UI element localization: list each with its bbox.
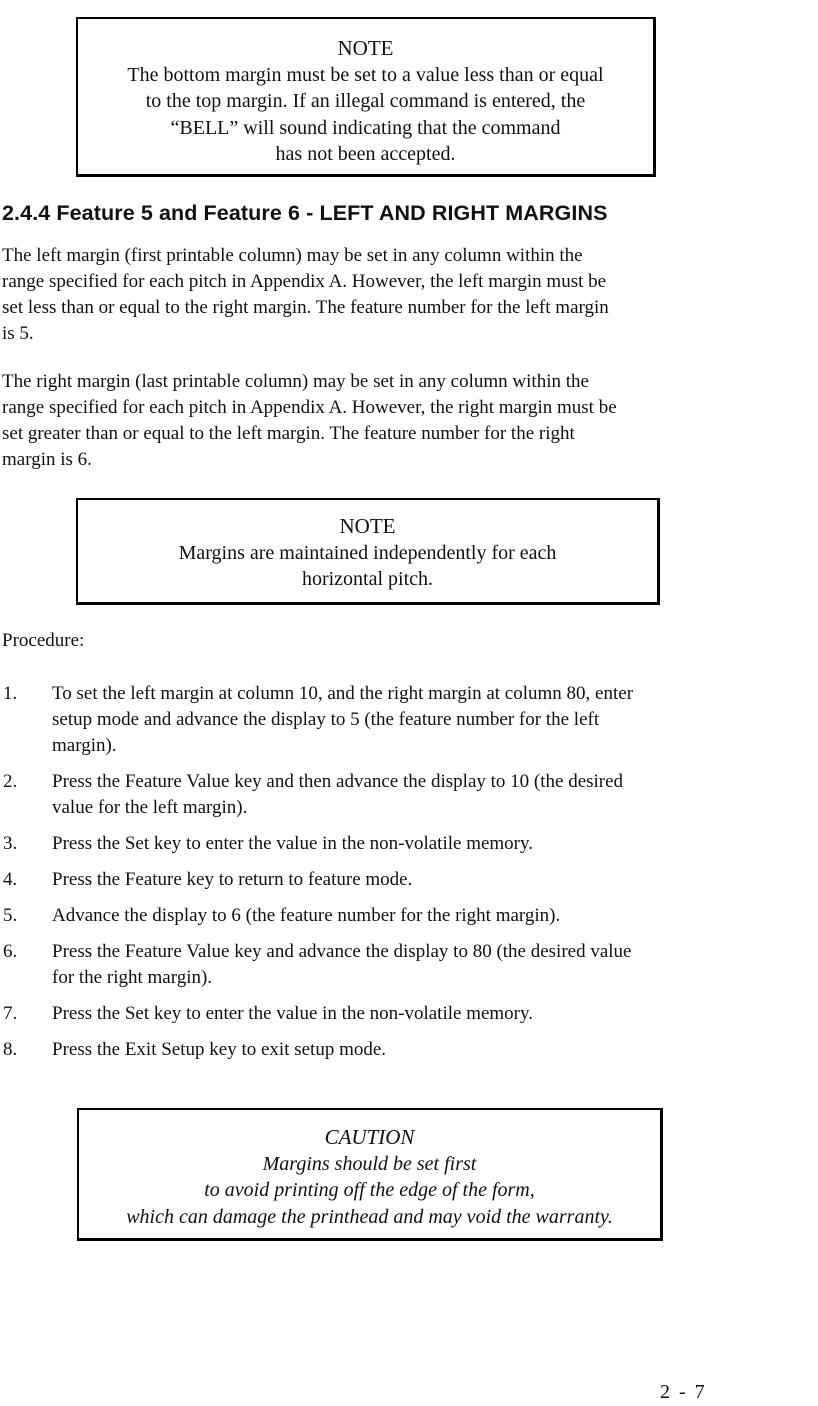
paragraph-line: range specified for each pitch in Appendix A. However, the left margin must be bbox=[2, 271, 607, 292]
step-number: 5. bbox=[3, 905, 18, 926]
step-line: value for the left margin). bbox=[52, 797, 248, 818]
note-line: to the top margin. If an illegal command is entered, the bbox=[145, 90, 586, 112]
step-line: Press the Feature Value key and advance the display to 80 (the desired value bbox=[52, 941, 632, 962]
caution-title: CAUTION bbox=[324, 1125, 415, 1149]
step-number: 2. bbox=[3, 771, 18, 792]
note-box-margins-pitch bbox=[76, 498, 660, 605]
note-title: NOTE bbox=[337, 36, 394, 60]
step-line: Press the Set key to enter the value in the non-volatile memory. bbox=[52, 1003, 534, 1024]
section-heading: 2.4.4 Feature 5 and Feature 6 - LEFT AND RIGHT MARGINS bbox=[2, 201, 608, 225]
caution-line: to avoid printing off the edge of the form, bbox=[204, 1179, 535, 1201]
step-line: setup mode and advance the display to 5 (the feature number for the left bbox=[52, 709, 600, 730]
step-line: Press the Exit Setup key to exit setup mode. bbox=[52, 1039, 387, 1060]
step-line: To set the left margin at column 10, and the right margin at column 80, enter bbox=[52, 683, 634, 704]
paragraph-line: is 5. bbox=[2, 323, 34, 344]
caution-box bbox=[77, 1108, 663, 1241]
step-number: 3. bbox=[3, 833, 18, 854]
paragraph-line: The right margin (last printable column) may be set in any column within the bbox=[2, 371, 589, 392]
note-box-bottom-margin bbox=[76, 17, 656, 177]
procedure-step-2 bbox=[0, 769, 760, 821]
paragraph-line: The left margin (first printable column) may be set in any column within the bbox=[2, 245, 583, 266]
paragraph-line: range specified for each pitch in Appendix A. However, the right margin must be bbox=[2, 397, 617, 418]
step-line: Press the Feature Value key and then advance the display to 10 (the desired bbox=[52, 771, 624, 792]
step-line: Press the Set key to enter the value in the non-volatile memory. bbox=[52, 833, 534, 854]
procedure-step-5 bbox=[0, 903, 760, 929]
note-title: NOTE bbox=[339, 514, 396, 538]
procedure-step-8 bbox=[0, 1037, 760, 1063]
step-line: Press the Feature key to return to feature mode. bbox=[52, 869, 413, 890]
procedure-label: Procedure: bbox=[2, 630, 85, 651]
procedure-steps bbox=[0, 681, 760, 1063]
procedure-step-3 bbox=[0, 831, 760, 857]
procedure-step-4 bbox=[0, 867, 760, 893]
page-number: 2 - 7 bbox=[660, 1381, 707, 1403]
note-line: horizontal pitch. bbox=[301, 568, 434, 590]
note-line: Margins are maintained independently for each bbox=[178, 541, 557, 564]
step-line: margin). bbox=[52, 735, 117, 756]
step-line: for the right margin). bbox=[52, 967, 213, 988]
note-line: “BELL” will sound indicating that the command bbox=[170, 116, 561, 139]
procedure-step-7 bbox=[0, 1001, 760, 1027]
step-line: Advance the display to 6 (the feature number for the right margin). bbox=[52, 905, 561, 926]
caution-line: Margins should be set first bbox=[262, 1152, 477, 1175]
procedure-step-1 bbox=[0, 681, 760, 759]
note-line: has not been accepted. bbox=[275, 143, 456, 165]
paragraph-left-margin bbox=[2, 243, 742, 347]
procedure-step-6 bbox=[0, 939, 760, 991]
step-number: 1. bbox=[3, 683, 18, 704]
caution-line: which can damage the printhead and may void the warranty. bbox=[126, 1205, 613, 1228]
step-number: 7. bbox=[3, 1003, 18, 1024]
paragraph-right-margin bbox=[2, 369, 742, 473]
paragraph-line: set greater than or equal to the left margin. The feature number for the right bbox=[2, 423, 575, 444]
step-number: 6. bbox=[3, 941, 18, 962]
note-line: The bottom margin must be set to a value less than or equal bbox=[127, 63, 604, 86]
paragraph-line: margin is 6. bbox=[2, 449, 92, 470]
paragraph-line: set less than or equal to the right margin. The feature number for the left margin bbox=[2, 297, 609, 318]
step-number: 4. bbox=[3, 869, 18, 890]
step-number: 8. bbox=[3, 1039, 18, 1060]
